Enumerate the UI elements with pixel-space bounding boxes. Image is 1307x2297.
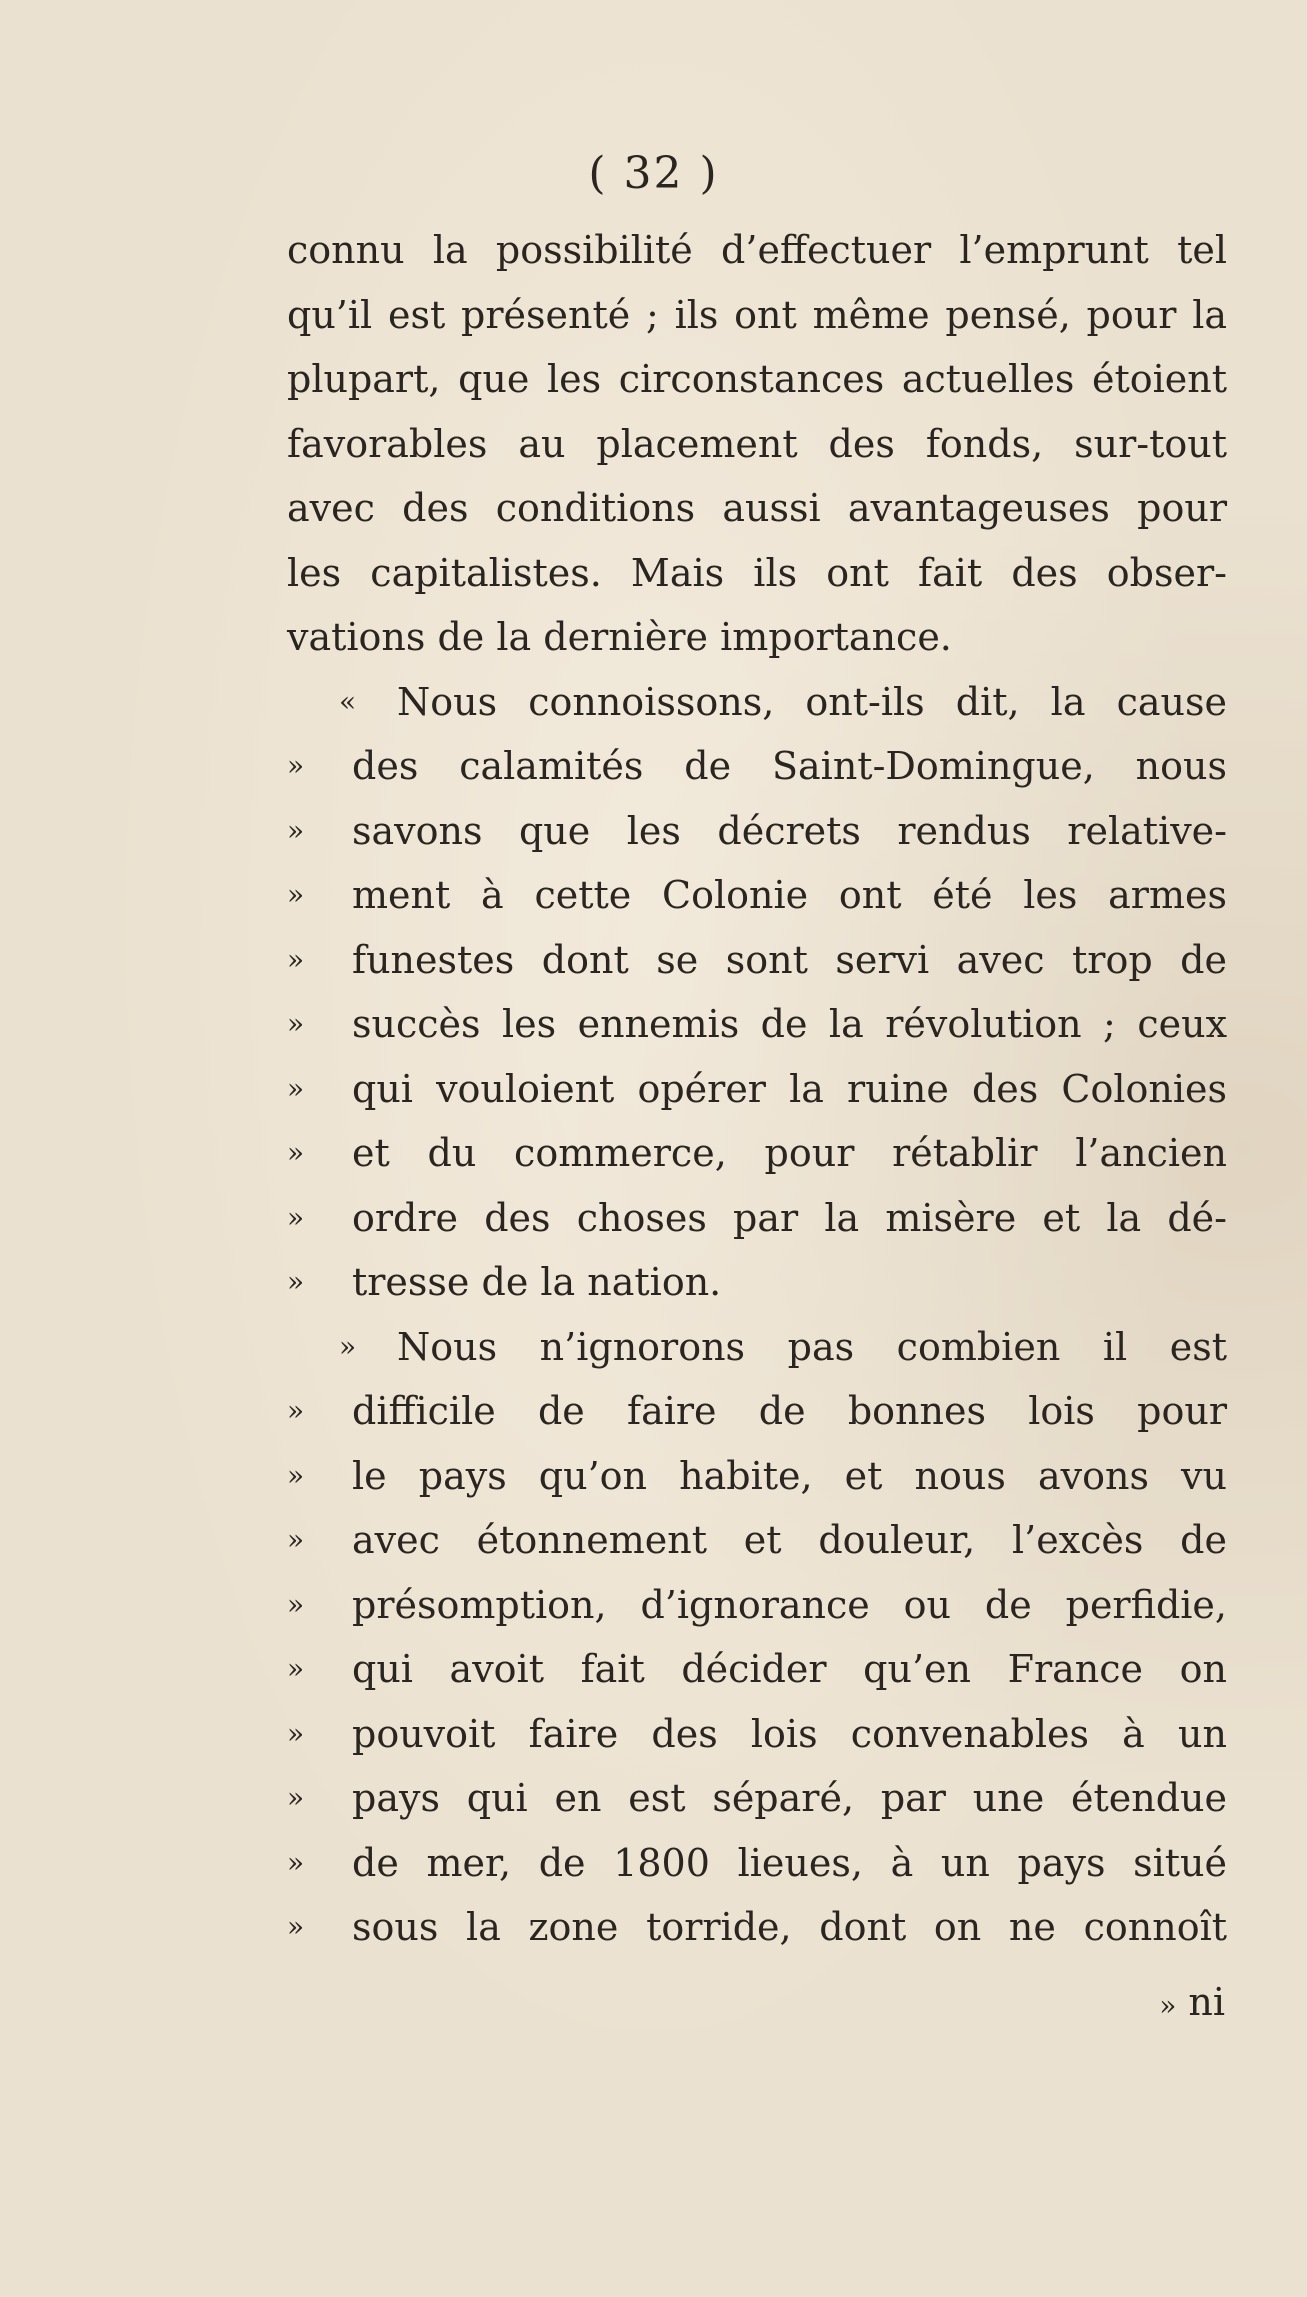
quoted-line: » avec étonnement et douleur, l’excès de [287, 1508, 1227, 1573]
text-line: favorables au placement des fonds, sur-tout [287, 421, 1227, 466]
quote-mark: » [287, 813, 305, 847]
quoted-line: » funestes dont se sont servi avec trop de [287, 928, 1227, 993]
quoted-line: » Nous n’ignorons pas combien il est [287, 1315, 1227, 1380]
text-line: avec des conditions aussi avantageuses pour [287, 486, 1227, 530]
quoted-line: » ment à cette Colonie ont été les armes [287, 863, 1227, 928]
quoted-line: « Nous connoissons, ont-ils dit, la cause [287, 670, 1227, 735]
quote-mark: » [287, 1458, 305, 1492]
quote-mark: » [287, 1652, 305, 1685]
quote-mark: » [287, 1394, 305, 1427]
quoted-line: » de mer, de 1800 lieues, à un pays situé [287, 1831, 1227, 1896]
quoted-line: » et du commerce, pour rétablir l’ancien [287, 1121, 1227, 1186]
quoted-line: » tresse de la nation. [287, 1250, 1227, 1315]
quoted-line: » qui vouloient opérer la ruine des Colonies [287, 1057, 1227, 1122]
quoted-line: » pays qui en est séparé, par une étendue [287, 1766, 1227, 1831]
quoted-line: » le pays qu’on habite, et nous avons vu [287, 1444, 1227, 1509]
quoted-line: » qui avoit fait décider qu’en France on [287, 1637, 1227, 1702]
quoted-line: » présomption, d’ignorance ou de perfidie, [287, 1573, 1227, 1638]
quote-mark: » [287, 1136, 305, 1169]
quote-mark: » [287, 1007, 305, 1040]
quote-mark: » [287, 1910, 305, 1943]
quote-mark: » [287, 1845, 305, 1879]
quote-mark: » [339, 1329, 357, 1363]
quote-mark: » [287, 1071, 305, 1105]
text-line: connu la possibilité d’effectuer l’emprunt tel [287, 228, 1227, 272]
text-line: qu’il est présenté ; ils ont même pensé, pour la [287, 292, 1227, 337]
quote-mark: » [287, 1587, 305, 1621]
text-line: plupart, que les circonstances actuelles étoient [287, 357, 1227, 401]
quote-mark: » [1159, 1989, 1177, 2022]
catchword: » ni [1159, 1980, 1225, 2024]
page-number: ( 32 ) [588, 148, 719, 199]
quoted-line: » difficile de faire de bonnes lois pour [287, 1379, 1227, 1444]
quote-mark: » [287, 1200, 305, 1234]
quote-mark: » [287, 749, 305, 782]
text-line: les capitalistes. Mais ils ont fait des obser- [287, 550, 1227, 595]
quote-mark: » [287, 878, 305, 911]
quoted-line: » succès les ennemis de la révolution ; ceux [287, 992, 1227, 1057]
quote-mark: » [287, 942, 305, 976]
text-line: vations de la dernière importance. [287, 615, 952, 659]
quoted-line: » savons que les décrets rendus relative- [287, 799, 1227, 864]
quoted-line: » ordre des choses par la misère et la dé- [287, 1186, 1227, 1251]
quoted-line: » sous la zone torride, dont on ne connoît [287, 1895, 1227, 1960]
quoted-line: » pouvoit faire des lois convenables à un [287, 1702, 1227, 1767]
quote-mark: » [287, 1265, 305, 1298]
quote-mark: » [287, 1716, 305, 1750]
body-text [287, 218, 1227, 1960]
quote-mark: « [339, 684, 357, 718]
quote-mark: » [287, 1781, 305, 1814]
quote-mark: » [287, 1523, 305, 1556]
quoted-line: » des calamités de Saint-Domingue, nous [287, 734, 1227, 799]
